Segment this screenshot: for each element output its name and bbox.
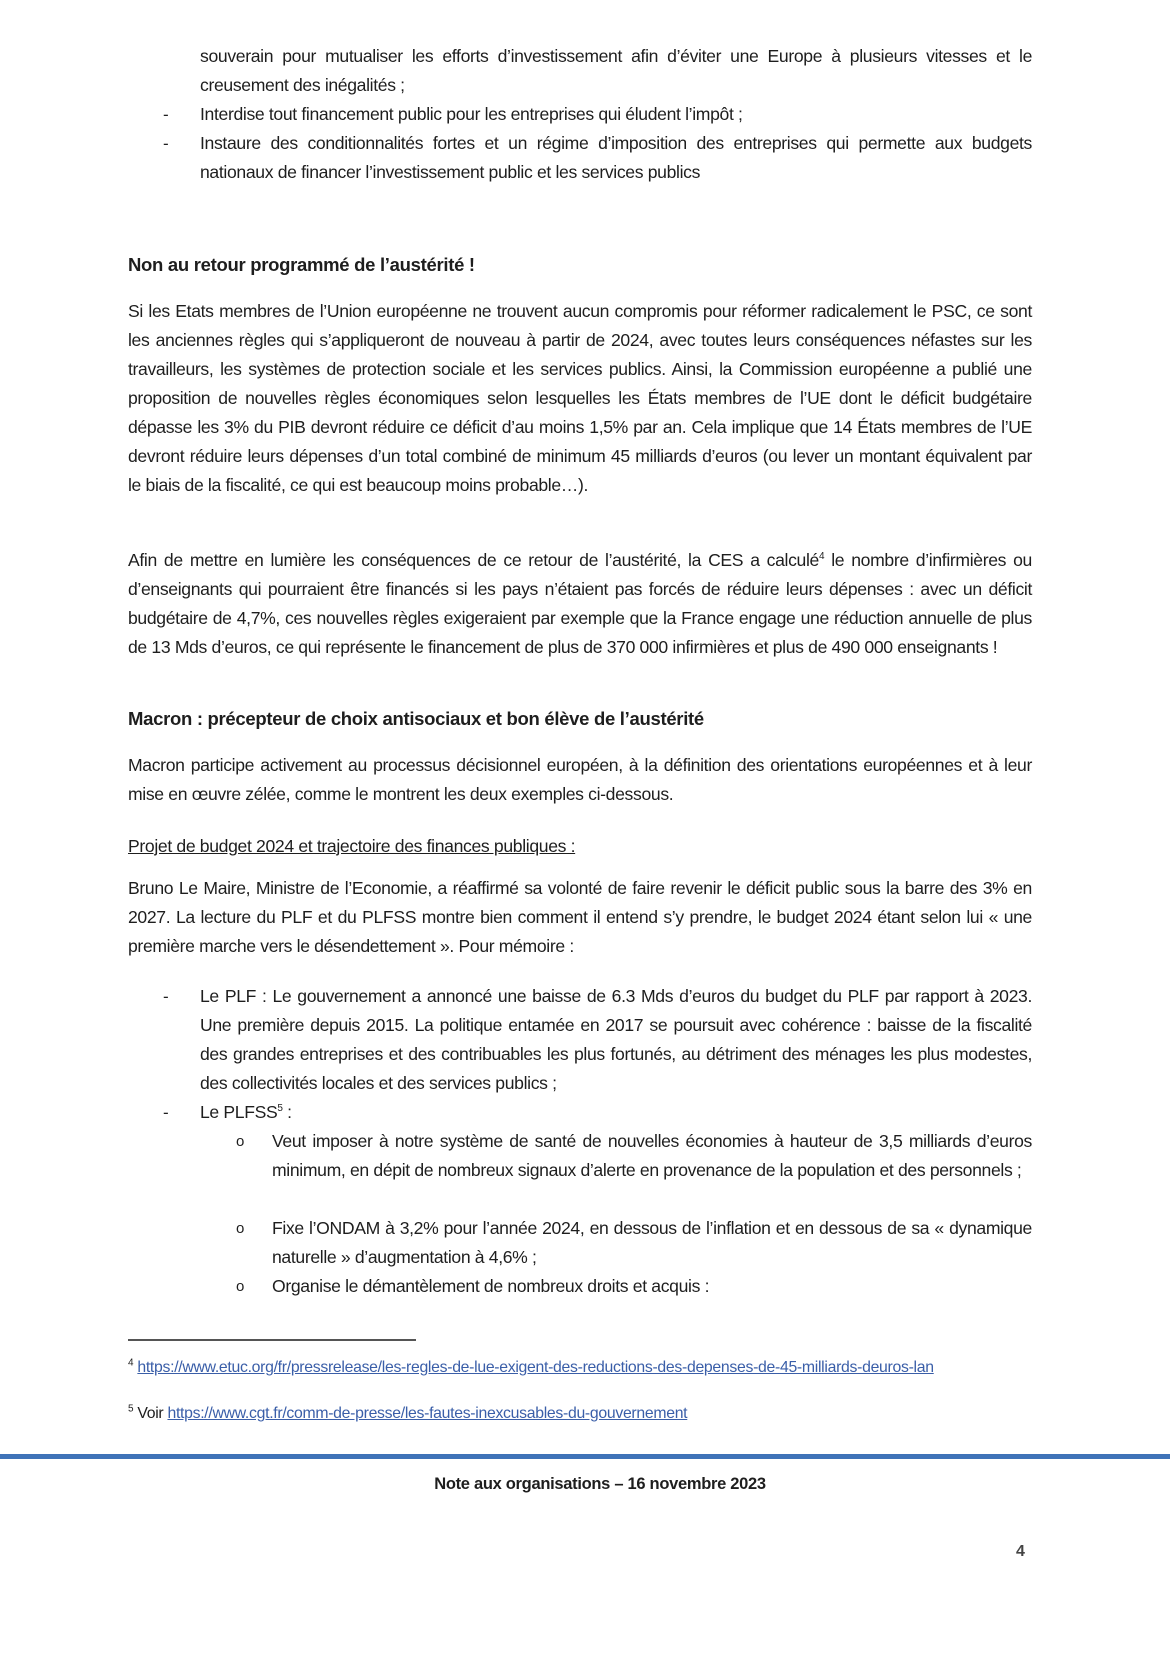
footnote-link-etuc[interactable]: https://www.etuc.org/fr/pressrelease/les-regles-de-lue-exigent-des-reductions-des-depenses-de-45-milliards-deuros-lan [137,1359,934,1376]
subheading-budget-2024: Projet de budget 2024 et trajectoire des finances publiques : [128,836,576,856]
paragraph-macron-role: Macron participe activement au processus décisionnel européen, à la définition des orientations européennes et à leur mise en œuvre zélée, comme le montrent les deux exemples ci-dessous. [128,755,1032,804]
list-item-suffix: : [282,1102,292,1122]
sub-list-item: Veut imposer à notre système de santé de nouvelles économies à hauteur de 3,5 milliards d’euros minimum, en dépit de nombreux signaux d’alerte en provenance de la population et des personnels ; [272,1131,1032,1180]
page-number: 4 [1016,1543,1025,1560]
footer-rule [0,1454,1170,1459]
list-item-label: Le PLFSS [200,1102,278,1122]
list-item-plf: Le PLF : Le gouvernement a annoncé une baisse de 6.3 Mds d’euros du budget du PLF par rapport à 2023. Une première depuis 2015. La politique entamée en 2017 se poursuit avec cohérence : baisse de la fiscalité des grandes entreprises et des contribuables les plus fortunés, au détriment des ménages les plus modestes, des collectivités locales et des services publics ; [200,986,1032,1093]
footnote-ref-4[interactable]: 4 [818,551,825,563]
section-heading-macron: Macron : précepteur de choix antisociaux et bon élève de l’austérité [128,708,704,729]
paragraph-text: Afin de mettre en lumière les conséquences de ce retour de l’austérité, la CES a calculé [128,550,819,570]
bullet-dash-icon: - [163,134,169,153]
footnote-link-cgt[interactable]: https://www.cgt.fr/comm-de-presse/les-fautes-inexcusables-du-gouvernement [167,1405,688,1422]
section-heading-austerity: Non au retour programmé de l’austérité ! [128,254,475,275]
paragraph-text: le nombre d’infirmières ou d’enseignants qui pourraient être financés si les pays n’étaient pas forcés de réduire leurs dépenses : avec un déficit budgétaire de 4,7%, ces nouvelles règles exigeraient par exemple que la France engage une réduction annuelle de plus de 13 Mds d’euros, ce qui représente le financement de plus de 370 000 infirmières et plus de 490 000 enseignants ! [128,550,1032,657]
footnote-number: 5 [128,1403,134,1415]
bullet-dash-icon: - [163,1103,169,1122]
bullet-circle-icon: o [236,1220,244,1237]
paragraph-psc-rules: Si les Etats membres de l’Union européenne ne trouvent aucun compromis pour réformer radicalement le PSC, ce sont les anciennes règles qui s’appliqueront de nouveau à partir de 2024, avec toutes leurs conséquences néfastes sur les travailleurs, les systèmes de protection sociale et les services publics. Ainsi, la Commission européenne a publié une proposition de nouvelles règles économiques selon lesquelles les États membres de l’UE dont le déficit budgétaire dépasse les 3% du PIB devront réduire ce déficit d’au moins 1,5% par an. Cela implique que 14 États membres de l’UE devront réduire leurs dépenses d’un total combiné de minimum 45 milliards d’euros (ou lever un montant équivalent par le biais de la fiscalité, ce qui est beaucoup moins probable…). [128,301,1032,495]
footnote-number: 4 [128,1357,134,1369]
list-item-plfss [200,1098,1032,1127]
footnote-4 [128,1357,1008,1379]
footnote-prefix: Voir [137,1405,168,1422]
bullet-circle-icon: o [236,1278,244,1295]
list-item: Instaure des conditionnalités fortes et un régime d’imposition des entreprises qui permette aux budgets nationaux de financer l’investissement public et les services publics [200,133,1032,182]
bullet-dash-icon: - [163,987,169,1006]
sub-list-item: Organise le démantèlement de nombreux droits et acquis : [272,1276,710,1296]
paragraph-le-maire: Bruno Le Maire, Ministre de l’Economie, a réaffirmé sa volonté de faire revenir le déficit public sous la barre des 3% en 2027. La lecture du PLF et du PLFSS montre bien comment il entend s’y prendre, le budget 2024 étant selon lui « une première marche vers le désendettement ». Pour mémoire : [128,878,1032,956]
paragraph-ces-calculation [128,546,1032,662]
list-item: Interdise tout financement public pour les entreprises qui éludent l’impôt ; [200,104,743,124]
footnote-5 [128,1403,1008,1425]
footnote-separator [128,1339,416,1341]
list-item-continuation: souverain pour mutualiser les efforts d’investissement afin d’éviter une Europe à plusieurs vitesses et le creusement des inégalités ; [200,46,1032,95]
footnote-ref-5[interactable]: 5 [277,1103,283,1115]
footer-title: Note aux organisations – 16 novembre 2023 [434,1475,766,1493]
bullet-circle-icon: o [236,1133,244,1150]
sub-list-item: Fixe l’ONDAM à 3,2% pour l’année 2024, en dessous de l’inflation et en dessous de sa « dynamique naturelle » d’augmentation à 4,6% ; [272,1218,1032,1267]
bullet-dash-icon: - [163,105,169,124]
